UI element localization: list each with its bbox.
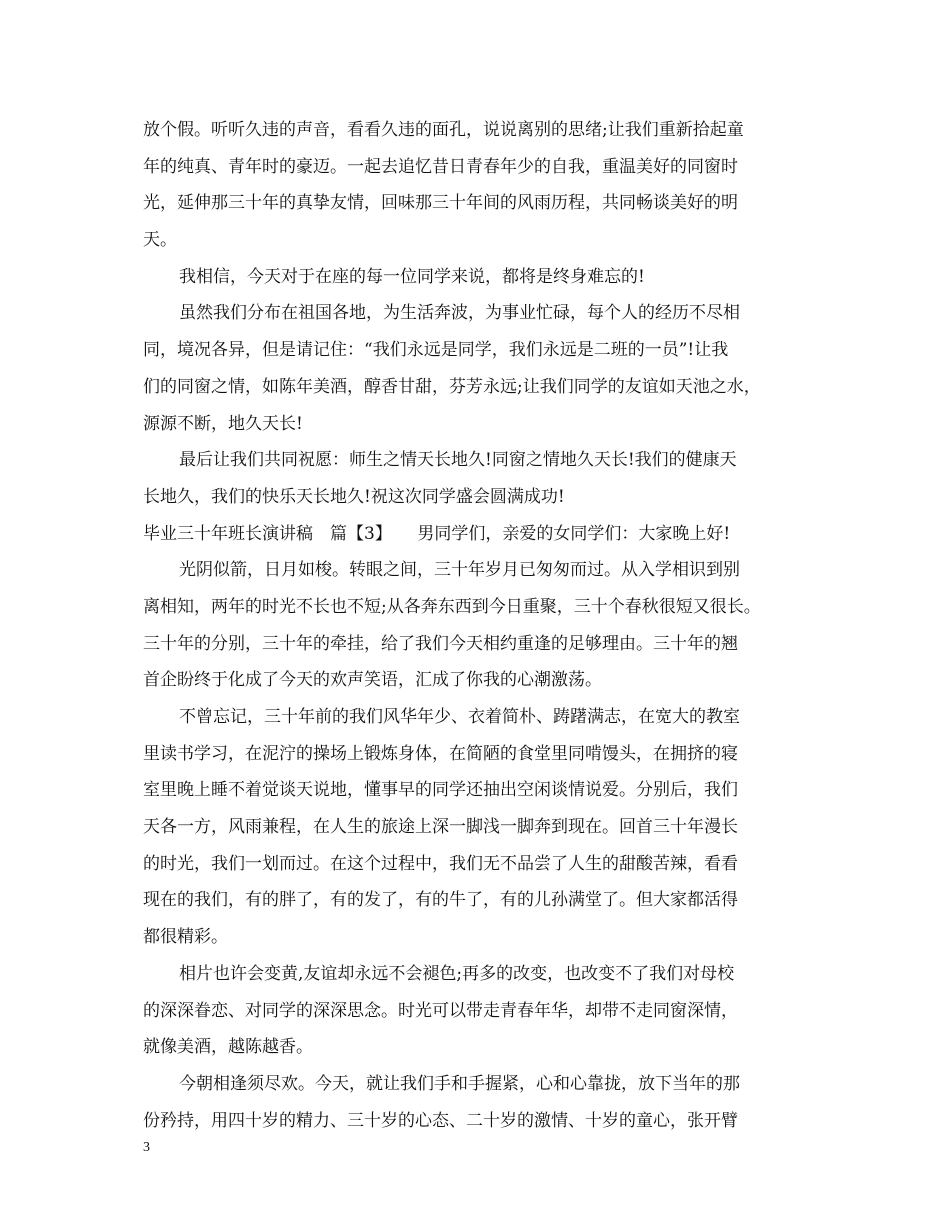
text-line: 虽然我们分布在祖国各地，为生活奔波，为事业忙碌，每个人的经历不尽相: [179, 303, 740, 324]
text-line: 光，延伸那三十年的真挚友情，回味那三十年间的风雨历程，共同畅谈美好的明: [143, 193, 738, 214]
text-line: 源源不断，地久天长!: [143, 413, 303, 434]
text-line: 天各一方，风雨兼程，在人生的旅途上深一脚浅一脚奔到现在。回首三十年漫长: [143, 817, 738, 838]
text-line: 室里晚上睡不着觉谈天说地，懂事早的同学还抽出空闲谈情说爱。分别后，我们: [143, 780, 738, 801]
text-line: 里读书学习，在泥泞的操场上锻炼身体，在简陋的食堂里同啃馒头，在拥挤的寝: [143, 743, 738, 764]
text-line: 放个假。听听久违的声音，看看久违的面孔，说说离别的思绪;让我们重新拾起童: [143, 120, 744, 140]
document-body: [143, 112, 811, 1139]
text-line: 相片也许会变黄,友谊却永远不会褪色;再多的改变，也改变不了我们对母校: [179, 963, 735, 984]
text-line: 今朝相逢须尽欢。今天，就让我们手和手握紧，心和心靠拢，放下当年的那: [179, 1073, 740, 1094]
text-line: 长地久，我们的快乐天长地久!祝这次同学盛会圆满成功!: [143, 486, 565, 507]
text-line: 就像美酒，越陈越香。: [143, 1037, 313, 1058]
text-line: 同，境况各异，但是请记住：“我们永远是同学，我们永远是二班的一员”!让我: [143, 340, 729, 361]
text-line: 三十年的分别，三十年的牵挂，给了我们今天相约重逢的足够理由。三十年的翘: [143, 633, 738, 654]
text-line: 们的同窗之情，如陈年美酒，醇香甘甜，芬芳永远;让我们同学的友谊如天池之水，: [143, 376, 761, 397]
text-line: 最后让我们共同祝愿：师生之情天长地久!同窗之情地久天长!我们的健康天: [179, 450, 737, 471]
text-line: 首企盼终于化成了今天的欢声笑语，汇成了你我的心潮激荡。: [143, 670, 602, 691]
text-line: 份矜持，用四十岁的精力、三十岁的心态、二十岁的激情、十岁的童心，张开臂: [143, 1110, 738, 1131]
text-line: 的深深眷恋、对同学的深深思念。时光可以带走青春年华，却带不走同窗深情，: [143, 1000, 738, 1021]
text-line: 年的纯真、青年时的豪迈。一起去追忆昔日青春年少的自我，重温美好的同窗时: [143, 156, 738, 177]
page-number: 3: [143, 1140, 150, 1155]
text-line: 的时光，我们一划而过。在这个过程中，我们无不品尝了人生的甜酸苦辣，看看: [143, 853, 738, 874]
text-line: 都很精彩。: [143, 927, 228, 948]
text-line: 毕业三十年班长演讲稿 篇【3】 男同学们，亲爱的女同学们：大家晚上好!: [143, 523, 731, 544]
text-line: 不曾忘记，三十年前的我们风华年少、衣着简朴、踌躇满志，在宽大的教室: [179, 707, 740, 727]
text-line: 现在的我们，有的胖了，有的发了，有的牛了，有的儿孙满堂了。但大家都活得: [143, 890, 738, 911]
text-line: 离相知，两年的时光不长也不短;从各奔东西到今日重聚，三十个春秋很短又很长。: [143, 596, 761, 617]
text-line: 光阴似箭，日月如梭。转眼之间，三十年岁月已匆匆而过。从入学相识到别: [179, 560, 740, 581]
text-line: 天。: [143, 230, 177, 251]
text-line: 我相信，今天对于在座的每一位同学来说，都将是终身难忘的!: [179, 266, 645, 287]
